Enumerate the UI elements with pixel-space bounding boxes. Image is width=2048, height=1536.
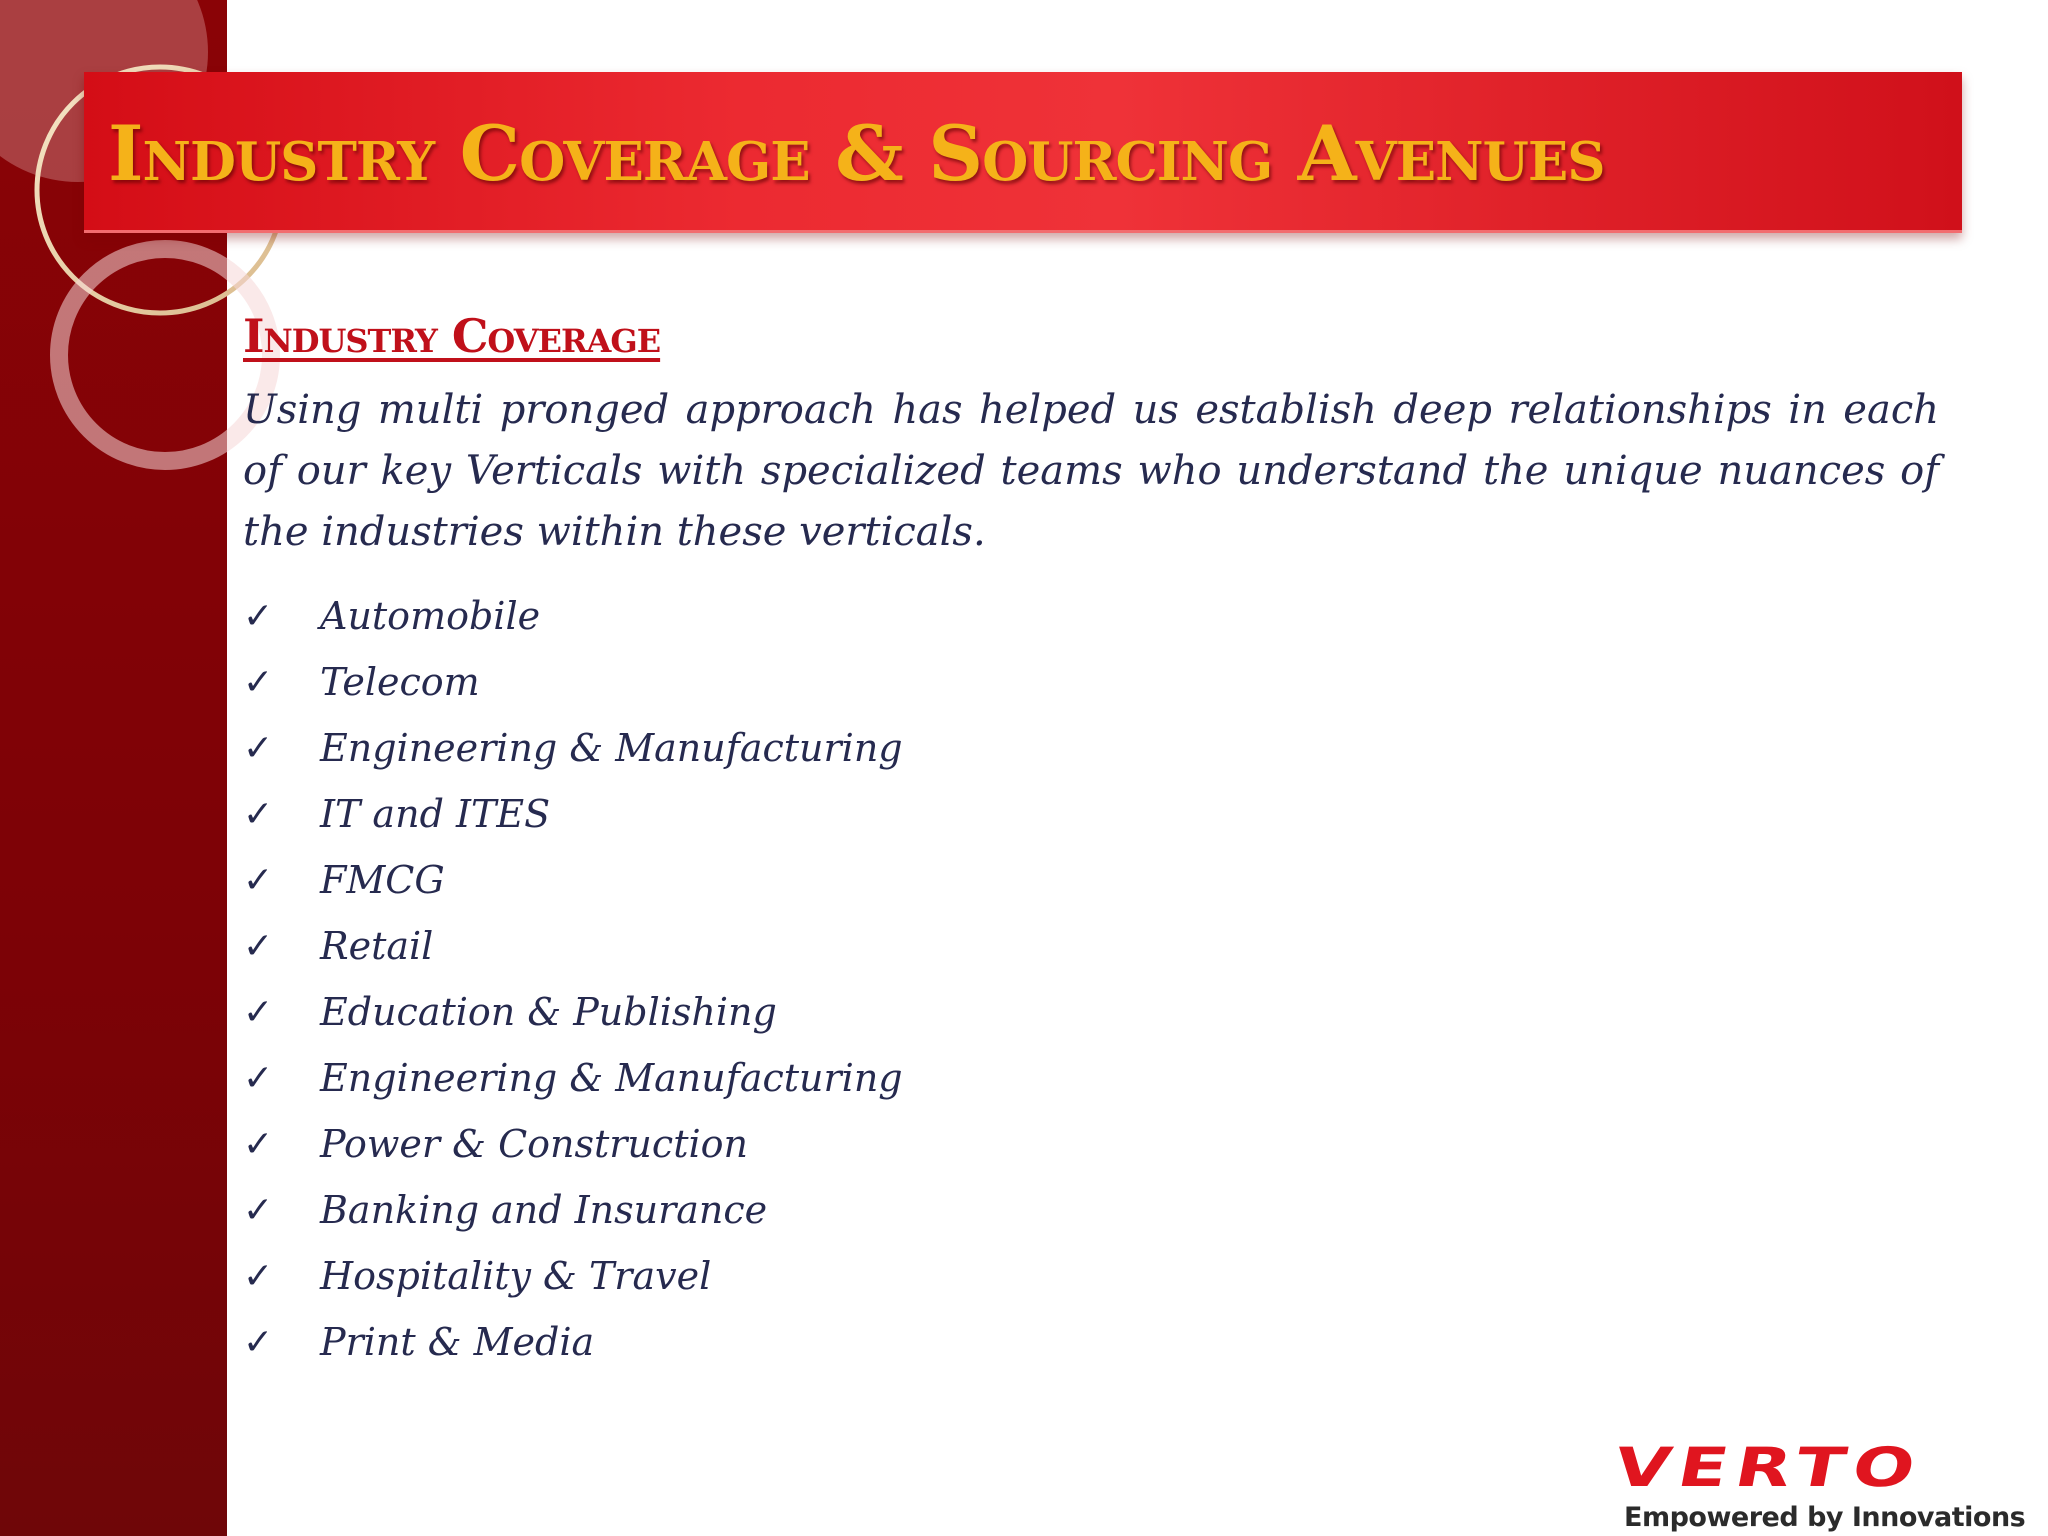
checkmark-icon: ✓ [243,661,274,703]
industry-label: Telecom [320,660,480,704]
checkmark-icon: ✓ [243,1057,274,1099]
list-item [243,1177,1939,1243]
slide-title: Industry Coverage & Sourcing Avenues [108,109,1605,198]
checkmark-icon: ✓ [243,859,274,901]
list-item [243,1309,1939,1375]
list-item [243,847,1939,913]
industry-label: Automobile [320,594,541,638]
list-item [243,781,1939,847]
checkmark-icon: ✓ [243,925,274,967]
slide-content [243,306,1939,1375]
industry-label: Engineering & Manufacturing [320,726,903,770]
section-heading: Industry Coverage [243,309,661,363]
industry-label: Banking and Insurance [320,1188,768,1232]
industry-label: Print & Media [320,1320,595,1364]
industry-list [243,583,1939,1375]
checkmark-icon: ✓ [243,595,274,637]
list-item [243,913,1939,979]
industry-label: Engineering & Manufacturing [320,1056,903,1100]
checkmark-icon: ✓ [243,793,274,835]
logo-tagline: Empowered by Innovations [1624,1502,2026,1533]
list-item [243,649,1939,715]
list-item [243,583,1939,649]
title-banner [84,72,1962,233]
industry-label: Retail [320,924,434,968]
list-item [243,1111,1939,1177]
list-item [243,1243,1939,1309]
list-item [243,979,1939,1045]
intro-paragraph: Using multi pronged approach has helped us establish deep relationships in each of our key Verticals with specialized teams who understand the unique nuances of the industries within these verticals. [243,387,1939,555]
list-item [243,1045,1939,1111]
checkmark-icon: ✓ [243,1189,274,1231]
checkmark-icon: ✓ [243,727,274,769]
checkmark-icon: ✓ [243,1321,274,1363]
checkmark-icon: ✓ [243,1123,274,1165]
industry-label: Power & Construction [320,1122,748,1166]
verto-logo [1609,1435,2048,1536]
list-item [243,715,1939,781]
industry-label: FMCG [320,858,445,902]
checkmark-icon: ✓ [243,991,274,1033]
checkmark-icon: ✓ [243,1255,274,1297]
logo-wordmark: VERTO [1609,1435,1929,1499]
industry-label: IT and ITES [320,792,551,836]
industry-label: Education & Publishing [320,990,777,1034]
industry-label: Hospitality & Travel [320,1254,712,1298]
